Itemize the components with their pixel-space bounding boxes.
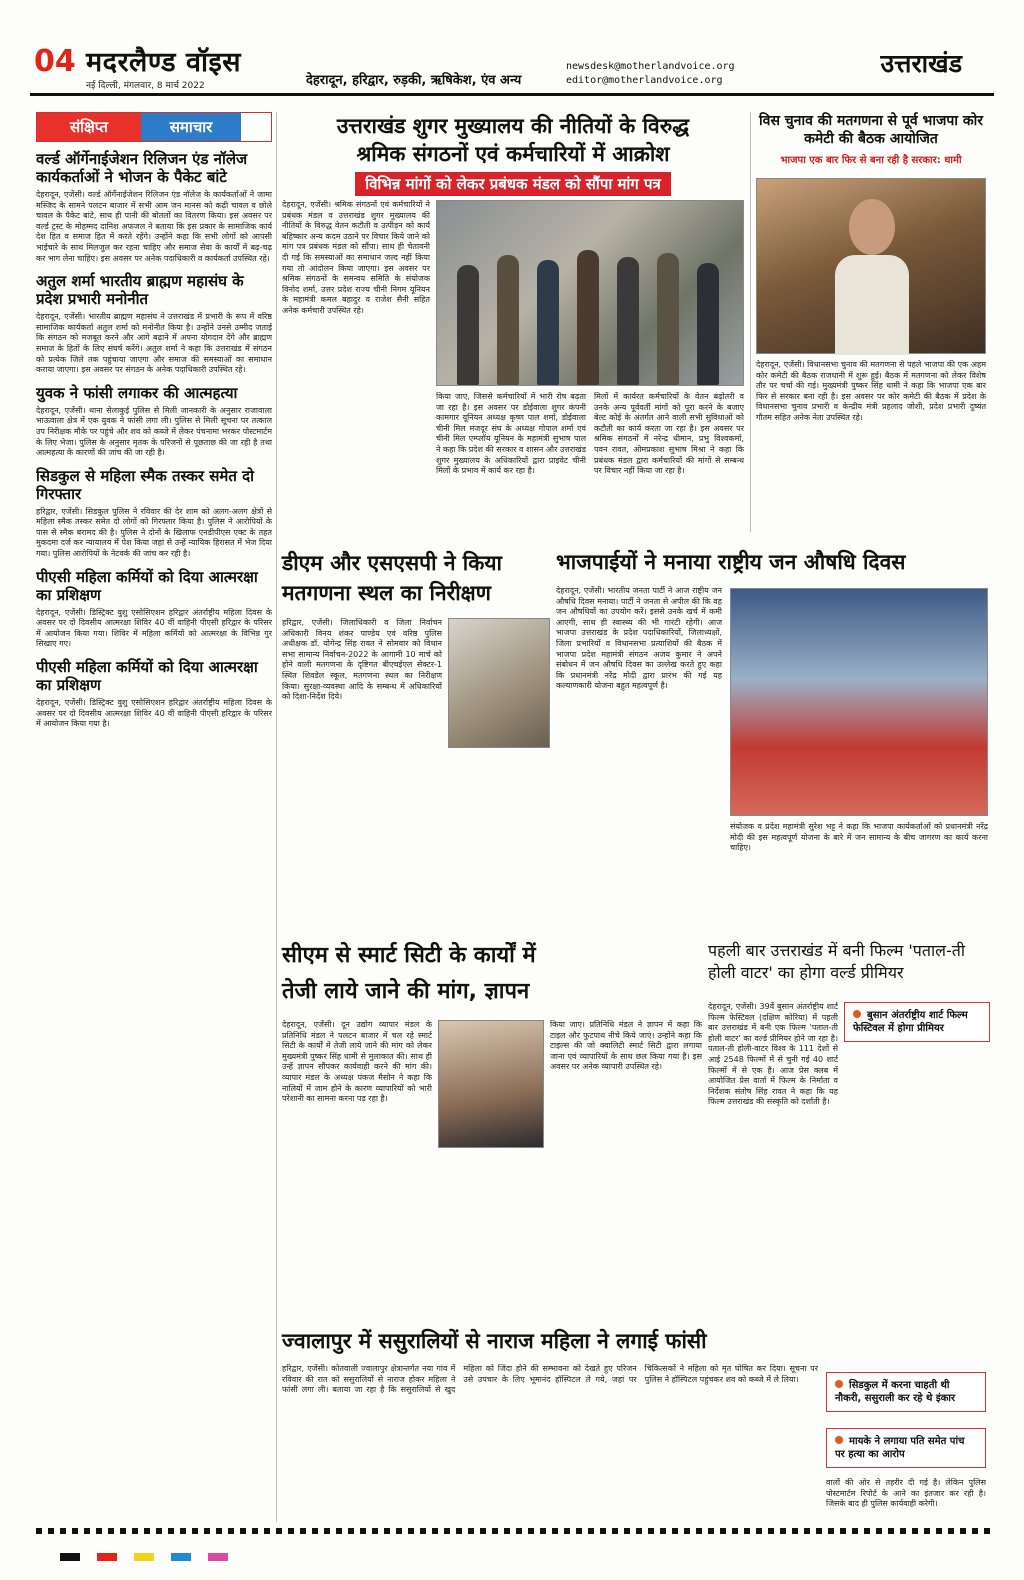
reg-mark xyxy=(97,1553,117,1561)
reg-mark xyxy=(208,1553,228,1561)
brief-body: देहरादून, एजेंसी। थाना सेलाकुई पुलिस से मिली जानकारी के अनुसार राजावाला भाऊवाला क्षेत्र में एक युवक ने फांसी लगा ली। पुलिस से मिली सूचना पर तत्काल उप निरीक्षक मौके पर पहुंचे और शव को कब्जे में लेकर पंचनामा भरकर पोस्टमार्टम के लिए भेजा। पुलिस के अनुसार मृतक के परिजनों से पूछताछ की जा रही है तथा आत्महत्या के कारणों की जांच की जा रही है। xyxy=(36,405,272,458)
email-newsdesk[interactable]: newsdesk@motherlandvoice.org xyxy=(566,61,735,72)
lead-headline-block xyxy=(282,112,744,196)
brief-headline: सिडकुल से महिला स्मैक तस्कर समेत दो गिरफ्तार xyxy=(36,466,254,503)
speaker-body xyxy=(835,255,909,355)
dm-inspection-photo xyxy=(448,618,550,748)
section-title: उत्तराखंड xyxy=(880,49,962,78)
film-highlight: बुसान अंतर्राष्ट्रीय शार्ट फिल्म फेस्टिवल में होगा प्रीमियर xyxy=(853,1010,968,1034)
masthead xyxy=(30,38,994,96)
jwalapur-body: हरिद्वार, एजेंसी। कोतवाली ज्वालापुर क्षेत्रान्तर्गत नया गांव में रविवार की रात को ससुरालियों से नाराज होकर महिला ने फांसी लगा ली। बताया जा रहा है कि ससुरालियों से खुद महिला को जिंदा होने की सम्भावना को देखते हुए परिजन उसे उपचार के लिए भूमानंद हॉस्पिटल ले गये, जहां पर चिकित्सकों ने महिला को मृत घोषित कर दिया। सूचना पर पुलिस ने हॉस्पिटल पहुंचकर शव को कब्जे में ले लिया। xyxy=(282,1364,818,1395)
cm-portrait-photo xyxy=(438,1020,544,1148)
person-figure xyxy=(537,260,559,385)
brief-headline: पीएसी महिला कर्मियों को दिया आत्मरक्षा का प्रशिक्षण xyxy=(36,658,258,695)
jwalapur-highlight-2 xyxy=(826,1428,986,1468)
person-figure xyxy=(457,265,479,385)
email-block xyxy=(566,60,735,88)
lead-headline-line2: श्रमिक संगठनों एवं कर्मचारियों में आक्रोश xyxy=(356,142,670,166)
banner-label-news: समाचार xyxy=(141,113,241,141)
lead-body-col1: देहरादून, एजेंसी। श्रमिक संगठनों एवं कर्मचारियों ने प्रबंधक मंडल व उत्तराखंड शुगर मुख्यालय की नीतियों के विरुद्ध वेतन कटौती व उत्पीड़न को कार्य बहिष्कार अन्य कदम उठाने पर विचार किये जाने को मांग पत्र प्रबंधक मंडल को सौंपा। साथ ही चेतावनी दी गई कि समस्याओं का समाधान जल्द नहीं किया गया तो आंदोलन किया जाएगा। इस अवसर पर श्रमिक संगठनों के समन्वय समिति के संयोजक विनोद शर्मा, उत्तर प्रदेश राज्य चीनी निगम यूनियन के महामंत्री कमल बहादुर व राजेश सैनी सहित अनेक कर्मचारी उपस्थित रहे। xyxy=(282,200,430,315)
jan-aushadhi-body-b: संयोजक व प्रदेश महामंत्री सुरेश भट्ट ने कहा कि भाजपा कार्यकर्ताओं को प्रधानमंत्री नरेंद्र मोदी की इस महत्वपूर्ण योजना के बारे में जन सामान्य के बीच जागरण का कार्य करना चाहिए। xyxy=(730,822,988,853)
dm-headline: डीएम और एसएसपी ने किया मतगणना स्थल का निरीक्षण xyxy=(282,551,502,605)
bullet-dot-icon xyxy=(835,1380,843,1388)
cm-speech-photo xyxy=(756,178,986,354)
person-figure xyxy=(657,253,679,385)
brief-item xyxy=(36,658,272,730)
smart-city-body: देहरादून, एजेंसी। दून उद्योग व्यापार मंडल के प्रतिनिधि मंडल ने पलटन बाजार में चल रहे स्मार्ट सिटी के कार्यों में तेजी लाये जाने की मांग को लेकर मुख्यमंत्री पुष्कर सिंह धामी से मुलाकात की। साथ ही उन्हें ज्ञापन सौंपकर कार्यवाही करने की मांग की। व्यापार मंडल के अध्यक्ष पंकज मैसोन ने कहा कि नालियों में जाम होने के कारण व्यापारियों को भारी परेशानी का सामना करना पड़ रहा है। xyxy=(282,1020,432,1104)
brief-body: हरिद्वार, एजेंसी। सिडकुल पुलिस ने रविवार की देर शाम को अलग-अलग क्षेत्रों से महिला स्मैक तस्कर समेत दो लोगों को गिरफ्तार किया है। पुलिस ने आरोपियों के पास से स्मैक बरामद की है। पुलिस ने दोनों के खिलाफ एनडीपीएस एक्ट के तहत मुकदमा दर्ज कर न्यायालय में पेश किया जहां से उन्हें न्यायिक हिरासत में भेज दिया गया। पुलिस आरोपियों के नेटवर्क की जांच कर रही है। xyxy=(36,506,272,559)
bjp-subhead: भाजपा एक बार फिर से बना रही है सरकार: धामी xyxy=(780,155,962,166)
reg-mark xyxy=(171,1553,191,1561)
brief-headline: युवक ने फांसी लगाकर की आत्महत्या xyxy=(36,383,238,402)
registration-marks xyxy=(0,1546,1024,1558)
bullet-dot-icon xyxy=(853,1010,861,1018)
brief-headline: वर्ल्ड ऑर्गेनाईजेशन रिलिजन एंड नॉलेज कार्यकर्ताओं ने भोजन के पैकेट बांटे xyxy=(36,150,248,186)
lead-headline-line1: उत्तराखंड शुगर मुख्यालय की नीतियों के विरुद्ध xyxy=(336,114,690,138)
column-divider xyxy=(276,112,277,1522)
bullet-dot-icon xyxy=(835,1436,843,1444)
bjp-body: देहरादून, एजेंसी। विधानसभा चुनाव की मतगणना से पहले भाजपा की एक अहम कोर कमेटी की बैठक राजधानी में शुरू हुई। बैठक में मतगणना को लेकर विशेष तौर पर चर्चा की गई। मुख्यमंत्री पुष्कर सिंह धामी ने कहा कि भाजपा एक बार फिर से सरकार बना रही है। इस अवसर पर कोर कमेटी की बैठक में प्रदेश के विधानसभा चुनाव प्रभारी व केन्द्रीय मंत्री प्रहलाद जोशी, प्रदेश प्रभारी दुष्यंत गौतम सहित अनेक नेता उपस्थित रहे। xyxy=(756,360,986,422)
brief-body: देहरादून, एजेंसी। डिस्ट्रिक्ट वुशु एसोसिएशन हरिद्वार अंतर्राष्ट्रीय महिला दिवस के अवसर पर दो दिवसीय आत्मरक्षा शिविर 40 वीं वाहिनी पीएसी हरिद्वार के परिसर में आयोजन किया गया है। xyxy=(36,698,272,729)
brand-title: मदरलैण्ड वॉइस xyxy=(86,47,242,78)
person-figure xyxy=(497,255,519,385)
jwalapur-bullet-2: मायके ने लगाया पति समेत पांच पर हत्या का आरोप xyxy=(835,1436,965,1460)
jwalapur-body-b: वालों की ओर से तहरीर दी गई है। लेकिन पुलिस पोस्टमार्टम रिपोर्ट के आने का इंतजार कर रही है। जिसके बाद ही पुलिस कार्यवाही करेगी। xyxy=(826,1478,986,1509)
person-figure xyxy=(577,250,599,385)
brief-headline: अतुल शर्मा भारतीय ब्राह्मण महासंघ के प्रदेश प्रभारी मनोनीत xyxy=(36,272,244,309)
person-figure xyxy=(617,257,639,385)
brief-item xyxy=(36,568,272,650)
brief-body: देहरादून, एजेंसी। भारतीय ब्राह्मण महासंघ ने उत्तराखंड में प्रभारी के रूप में वरिष्ठ सामाजिक कार्यकर्ता अतुल शर्मा को मनोनीत किया है। उन्होंने उनसे उम्मीद जताई कि संगठन को मजबूत करने और आगे बढ़ाने में अपना योगदान देंगे और ब्राह्मण समाज के हितों के लिए संघर्ष करेंगे। अतुल शर्मा ने कहा कि उत्तराखंड में संगठन को प्रत्येक जिले तक पहुंचाया जाएगा और समाज की समस्याओं का समाधान कराया जाएगा। इस अवसर पर संगठन के अनेक पदाधिकारी उपस्थित रहे। xyxy=(36,312,272,375)
dm-body-col1: हरिद्वार, एजेंसी। जिलाधिकारी व जिला निर्वाचन अधिकारी विनय शंकर पाण्डेय एवं वरिष्ठ पुलिस अधीक्षक डॉ. योगेन्द्र सिंह रावत ने सोमवार को विधान सभा सामान्य निर्वाचन-2022 के आगामी 10 मार्च को होने वाली मतगणना के दृष्टिगत बीएचईएल सेक्टर-1 स्थित शिवडेल स्कूल, मतगणना स्थल का निरीक्षण किया। सुरक्षा-व्यवस्था आदि के सम्बन्ध में अधिकारियों को दिशा-निर्देश दिये। xyxy=(282,618,442,702)
film-body: देहरादून, एजेंसी। 39वें बुसान अंतर्राष्ट्रीय शार्ट फिल्म फेस्टिवल (दक्षिण कोरिया) में पहली बार उत्तराखंड में बनी एक फिल्म 'पताल-ती होली वाटर' का वर्ल्ड प्रीमियर होने जा रहा है। पताल-ती होली-वाटर विश्व के 111 देशों से आई 2548 फिल्मों में से चुनी गई 40 शार्ट फिल्मों में से एक है। आज प्रेस क्लब में आयोजित प्रेस वार्ता में फिल्म के निर्माता व निर्देशक संतोष सिंह रावत ने कहा कि यह फिल्म उत्तराखंड की संस्कृति को दर्शाती है। xyxy=(708,1002,838,1107)
brief-item xyxy=(36,467,272,560)
jwalapur-headline: ज्वालापुर में ससुरालियों से नाराज महिला ने लगाई फांसी xyxy=(282,1329,707,1353)
film-highlight-box xyxy=(844,1002,990,1042)
email-editor[interactable]: editor@motherlandvoice.org xyxy=(566,75,723,86)
smart-city-headline-line1: सीएम से स्मार्ट सिटी के कार्यों में xyxy=(282,943,536,968)
sidebar-banner xyxy=(36,112,272,142)
jan-aushadhi-photo xyxy=(730,588,988,816)
lead-body-col3: मिलों में कार्यरत कर्मचारियों के वेतन बढ़ोतरी व उनके अन्य पूर्ववर्ती मांगों को पूरा करने के बजाए बेल्ट कोई के अंतर्गत आने वाली सभी सुविधाओं को कटौती का कार्य करता जा रहा है। इस अवसर पर श्रमिक संगठनों में नरेन्द्र धीमान, प्रभु विश्वकर्मा, पवन रावत, ओमप्रकाश सुभाष मिश्रा ने कहा कि प्रबंधक मंडल द्वारा कर्मचारियों की मांगों से सम्बन्ध पर विचार नहीं किया जा रहा है। xyxy=(594,392,744,476)
jwalapur-bullet-1: सिडकुल में करना चाहती थी नौकरी, ससुराली कर रहे थे इंकार xyxy=(835,1380,956,1404)
bjp-headline-block xyxy=(756,112,986,166)
reg-mark xyxy=(134,1553,154,1561)
column-divider xyxy=(750,112,751,532)
brief-body: देहरादून, एजेंसी। वर्ल्ड ऑर्गेनाईजेशन रिलिजन एंड नॉलेज के कार्यकर्ताओं ने जामा मस्जिद के सामने पलटन बाजार में सभी आम जन मानस को कढ़ी चावल व छोले चावल के पैकेट बांटे, साथ ही पानी की बोतलों का वितरण किया। इस अवसर पर वर्ल्ड ट्रस्ट के मोहम्मद दानिश अफजल ने बताया कि इस प्रकार के सामाजिक कार्य देश हित व समाज हित में करते रहेंगे। उन्होंने कहा कि सभी लोगों को आपसी भाईचारे के साथ मिलजुल कर रहना चाहिए और समाज सेवा के कार्यों में बढ़-चढ़ कर भाग लेना चाहिए। इस अवसर पर अनेक पदाधिकारी व कार्यकर्ता उपस्थित रहे। xyxy=(36,190,272,263)
film-headline: पहली बार उत्तराखंड में बनी फिल्म 'पताल-ती होली वाटर' का होगा वर्ल्ड प्रीमियर xyxy=(708,941,966,982)
speaker-face xyxy=(849,199,895,255)
city-list: देहरादून, हरिद्वार, रुड़की, ऋषिकेश, एंव अन्य xyxy=(306,73,522,88)
jwalapur-highlight-1 xyxy=(826,1372,986,1412)
brief-item xyxy=(36,272,272,376)
print-footer-bar xyxy=(36,1528,990,1534)
jan-aushadhi-headline: भाजपाईयों ने मनाया राष्ट्रीय जन औषधि दिवस xyxy=(556,550,906,574)
brief-news-sidebar xyxy=(36,112,272,1512)
brief-body: देहरादून, एजेंसी। डिस्ट्रिक्ट वुशु एसोसिएशन हरिद्वार अंतर्राष्ट्रीय महिला दिवस के अवसर पर दो दिवसीय आत्मरक्षा शिविर 40 वीं वाहिनी पीएसी हरिद्वार के परिसर में आयोजन किया गया। शिविर में महिला कर्मियों को आत्मरक्षा के विभिन्न गुर सिखाए गए। xyxy=(36,607,272,649)
lead-subhead: विभिन्न मांगों को लेकर प्रबंधक मंडल को सौंपा मांग पत्र xyxy=(355,172,671,196)
person-figure xyxy=(697,263,719,385)
smart-city-body-b: किया जाए। प्रतिनिधि मंडल ने ज्ञापन में कहा कि टाइल और फुटपाथ नीचे किये जाएं। उन्होंने कहा कि टाइल्स की जो क्वालिटी स्मार्ट सिटी द्वारा लगाया जाना एवं व्यापारियों के साथ छल किया गया है। इस अवसर पर अनेक व्यापारी उपस्थित रहे। xyxy=(550,1020,702,1072)
brief-item xyxy=(36,150,272,264)
page-number: 04 xyxy=(34,44,76,79)
lead-photo xyxy=(436,200,744,386)
dateline: नई दिल्ली, मंगलवार, 8 मार्च 2022 xyxy=(86,81,205,91)
reg-mark xyxy=(60,1553,80,1561)
brief-headline: पीएसी महिला कर्मियों को दिया आत्मरक्षा का प्रशिक्षण xyxy=(36,567,258,604)
jan-aushadhi-body: देहरादून, एजेंसी। भारतीय जनता पार्टी ने आज राष्ट्रीय जन औषधि दिवस मनाया। पार्टी ने जनता से अपील की कि वह जन औषधियों का उपयोग करें। इससे उनके खर्च में कमी आएगी, साथ ही स्वास्थ्य की भी गारंटी रहेगी। आज भाजपा उत्तराखंड के प्रदेश पदाधिकारियों, जिलाध्यक्षों, जिला प्रभारियों व विधानसभा प्रत्याशियों की बैठक में भाजपा प्रदेश महामंत्री संगठन अजय कुमार ने अपने संबोधन में जन औषधि दिवस का उल्लेख करते हुए कहा कि प्रधानमंत्री नरेंद्र मोदी द्वारा प्रारंभ की गई यह कल्याणकारी योजना बहुत महत्वपूर्ण है। xyxy=(556,586,722,691)
bjp-headline: विस चुनाव की मतगणना से पूर्व भाजपा कोर कमेटी की बैठक आयोजित xyxy=(759,113,983,147)
banner-label-brief: संक्षिप्त xyxy=(37,113,141,141)
lead-body-col2: किया जाए, जिससे कर्मचारियों में भारी रोष बढ़ता जा रहा है। इस अवसर पर डोईवाला शुगर कंपनी कामगार यूनियन अध्यक्ष कृष्ण पाल शर्मा, डोईवाला चीनी मिल मजदूर संघ के अध्यक्ष गोपाल शर्मा एवं चीनी मिल एम्प्लॉय यूनियन के महामंत्री सुभाष पाल ने कहा कि प्रदेश की सरकार व शासन और उत्तराखंड शुगर मुख्यालय के अधिकारियों द्वारा प्राइवेट चीनी मिलों के प्रभाव में कार्य कर रहा है। xyxy=(436,392,586,476)
smart-city-headline-line2: तेजी लाये जाने की मांग, ज्ञापन xyxy=(282,979,530,1004)
brief-item xyxy=(36,384,272,459)
